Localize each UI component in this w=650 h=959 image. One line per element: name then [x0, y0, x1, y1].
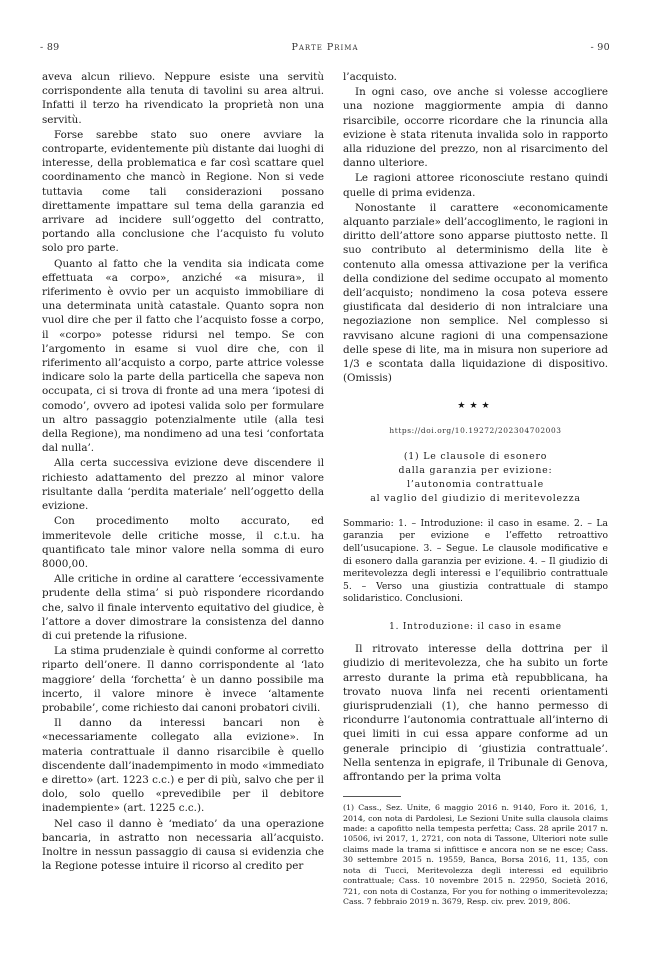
footnote: (1) Cass., Sez. Unite, 6 maggio 2016 n. 9140, Foro it. 2016, 1, 2014, con nota di Pardolesi, Le Sezioni Unite sulla clausola claims made: a capofitto nella tempesta perfetta; Cass. 28 aprile 2017 n. 10506, ivi 2017, 1, 2721, con nota di Tassone, Ulteriori note sulle claims made la trama si infittisce e ancora non se ne esce; Cass. 30 settembre 2015 n. 19559, Banca, Borsa 2016, 11, 135, con nota di Tucci, Meritevolezza degli interessi ed equilibrio contrattuale; Cass. 10 novembre 2015 n. 22950, Società 2016, 721, con nota di Costanza, For you for nothing o immeritevolezza; Cass. 7 febbraio 2019 n. 3679, Resp. civ. prev. 2019, 806. — [343, 803, 608, 906]
article-title-line: dalla garanzia per evizione: — [398, 464, 553, 476]
paragraph: Forse sarebbe stato suo onere avviare la controparte, evidentemente più distante dai luoghi di interesse, della problematica e far così scattare quel coordinamento che mancò in Regione. Non si vede tuttavia come tali considerazioni possano direttamente impattare sul tema della garanzia ed arrivare ad incidere sull’oggetto del contratto, portando alla conclusione che l’acquisto fu voluto solo pro parte. — [42, 128, 324, 255]
paragraph: aveva alcun rilievo. Neppure esiste una servitù corrispondente alla tenuta di tavolini su area altrui. Infatti il terzo ha rivendicato la proprietà non una servitù. — [42, 71, 324, 126]
intro-paragraph: Il ritrovato interesse della dottrina per il giudizio di meritevolezza, che ha subito un forte arresto durante la prima età repubblicana, ha trovato nuova linfa nei recenti orientamenti giurisprudenziali (1), che hanno permesso di ricondurre l’autonomia contrattuale all’interno di quei limiti in cui essa appare conforme ad un generale principio di ‘giustizia contrattuale’. Nella sentenza in epigrafe, il Tribunale di Genova, affrontando per la prima volta — [343, 643, 608, 784]
paragraph: Alla certa successiva evizione deve discendere il richiesto adattamento del prezzo al minor valore risultante dalla ‘perdita materiale’ nell’oggetto della evizione. — [42, 457, 324, 513]
article-title-line: al vaglio del giudizio di meritevolezza — [370, 492, 581, 504]
summary: Sommario: 1. – Introduzione: il caso in esame. 2. – La garanzia per evizione e l’effetto retroattivo dell’usucapione. 3. – Segue. Le clausole modificative e di esonero dalla garanzia per evizione. 4. – Il giudizio di meritevolezza degli interessi e l’equilibrio contrattuale 5. – Verso una giustizia contrattuale di stampo solidaristico. Conclusioni. — [343, 517, 608, 605]
paragraph: Quanto al fatto che la vendita sia indicata come effettuata «a corpo», anziché «a misura», il riferimento è ovvio per un acquisto immobiliare di una determinata unità catastale. Quanto sopra non vuol dire che per il fatto che l’acquisto fosse a corpo, il «corpo» potesse ridursi nel tempo. Se con l’argomento in esame si vuol dire che, con il riferimento all’acquisto a corpo, parte attrice volesse indicare solo la parte della particella che sapeva non occupata, ci si trova di fronte ad una mera ‘ipotesi di comodo’, ovvero ad ipotesi valida solo per formulare un altro passaggio potenzialmente utile (alla tesi della Regione), ma nondimeno ad una tesi ‘confortata dal nulla’. — [42, 257, 324, 455]
section-title: Parte Prima — [291, 42, 359, 53]
article-title-line: (1) Le clausole di esonero — [403, 450, 548, 462]
paragraph: Il danno da interessi bancari non è «necessariamente collegato alla evizione». In materia contrattuale il danno risarcibile è quello discendente dall’inadempimento in modo «immediato e diretto» (art. 1223 c.c.) e per di più, salvo che per il dolo, solo quello «prevedibile per il debitore inadempiente» (art. 1225 c.c.). — [42, 717, 324, 815]
paragraph: Nonostante il carattere «economicamente alquanto parziale» dell’accoglimento, le ragioni in diritto dell’attore sono apparse piuttosto nette. Il suo contributo al determinismo della lite è contenuto alla omessa attivazione per la verifica della condizione del sedime occupato al momento dell’acquisto; nondimeno la cosa poteva essere giustificata dal desiderio di non intralciare una negoziazione non semplice. Nel complesso si ravvisano alcune ragioni di una compensazione delle spese di lite, ma in misura non superiore ad 1/3 e scontata dalla liquidazione di dispositivo. (Omissis) — [343, 201, 608, 385]
section-heading: 1. Introduzione: il caso in esame — [389, 622, 562, 633]
page-number-right: - 90 — [590, 42, 610, 53]
left-column — [42, 70, 324, 874]
paragraph: Con procedimento molto accurato, ed immeritevole delle critiche mosse, il c.t.u. ha quantificato tale minor valore nella somma di euro 8000,00. — [42, 515, 324, 570]
article-title-line: l’autonomia contrattuale — [407, 478, 544, 490]
article-title — [343, 450, 608, 506]
section-separator: ★★★ — [457, 401, 494, 412]
footnote-divider — [343, 796, 401, 797]
running-header — [40, 42, 610, 56]
paragraph: Alle critiche in ordine al carattere ‘eccessivamente prudente della stima’ si può rispondere ricordando che, salvo il finale intervento equitativo del giudice, è l’attore a dover dimostrare la consistenza del danno di cui pretende la rifusione. — [42, 573, 324, 642]
paragraph: Le ragioni attoree riconosciute restano quindi quelle di prima evidenza. — [343, 172, 608, 199]
paragraph: Nel caso il danno è ‘mediato’ da una operazione bancaria, in astratto non necessaria all’acquisto. Inoltre in nessun passaggio di causa si evidenzia che la Regione potesse intuire il ricorso al credito per — [42, 817, 324, 873]
doi-link[interactable]: https://doi.org/10.19272/202304702003 — [389, 425, 562, 435]
page-number-left: - 89 — [40, 42, 60, 53]
paragraph: l’acquisto. — [343, 71, 397, 83]
paragraph: In ogni caso, ove anche si volesse accogliere una nozione maggiormente ampia di danno risarcibile, occorre ricordare che la rinuncia alla evizione è stata ritenuta invalida solo in rapporto alla riduzione del prezzo, non al risarcimento del danno ulteriore. — [343, 86, 608, 170]
right-column — [343, 70, 608, 907]
paragraph: La stima prudenziale è quindi conforme al corretto riparto dell’onere. Il danno corrispondente al ‘lato maggiore’ della ‘forchetta’ è un danno possibile ma incerto, il valore minore è invece ‘altamente probabile’, come richiesto dai canoni probatori civili. — [42, 645, 324, 714]
